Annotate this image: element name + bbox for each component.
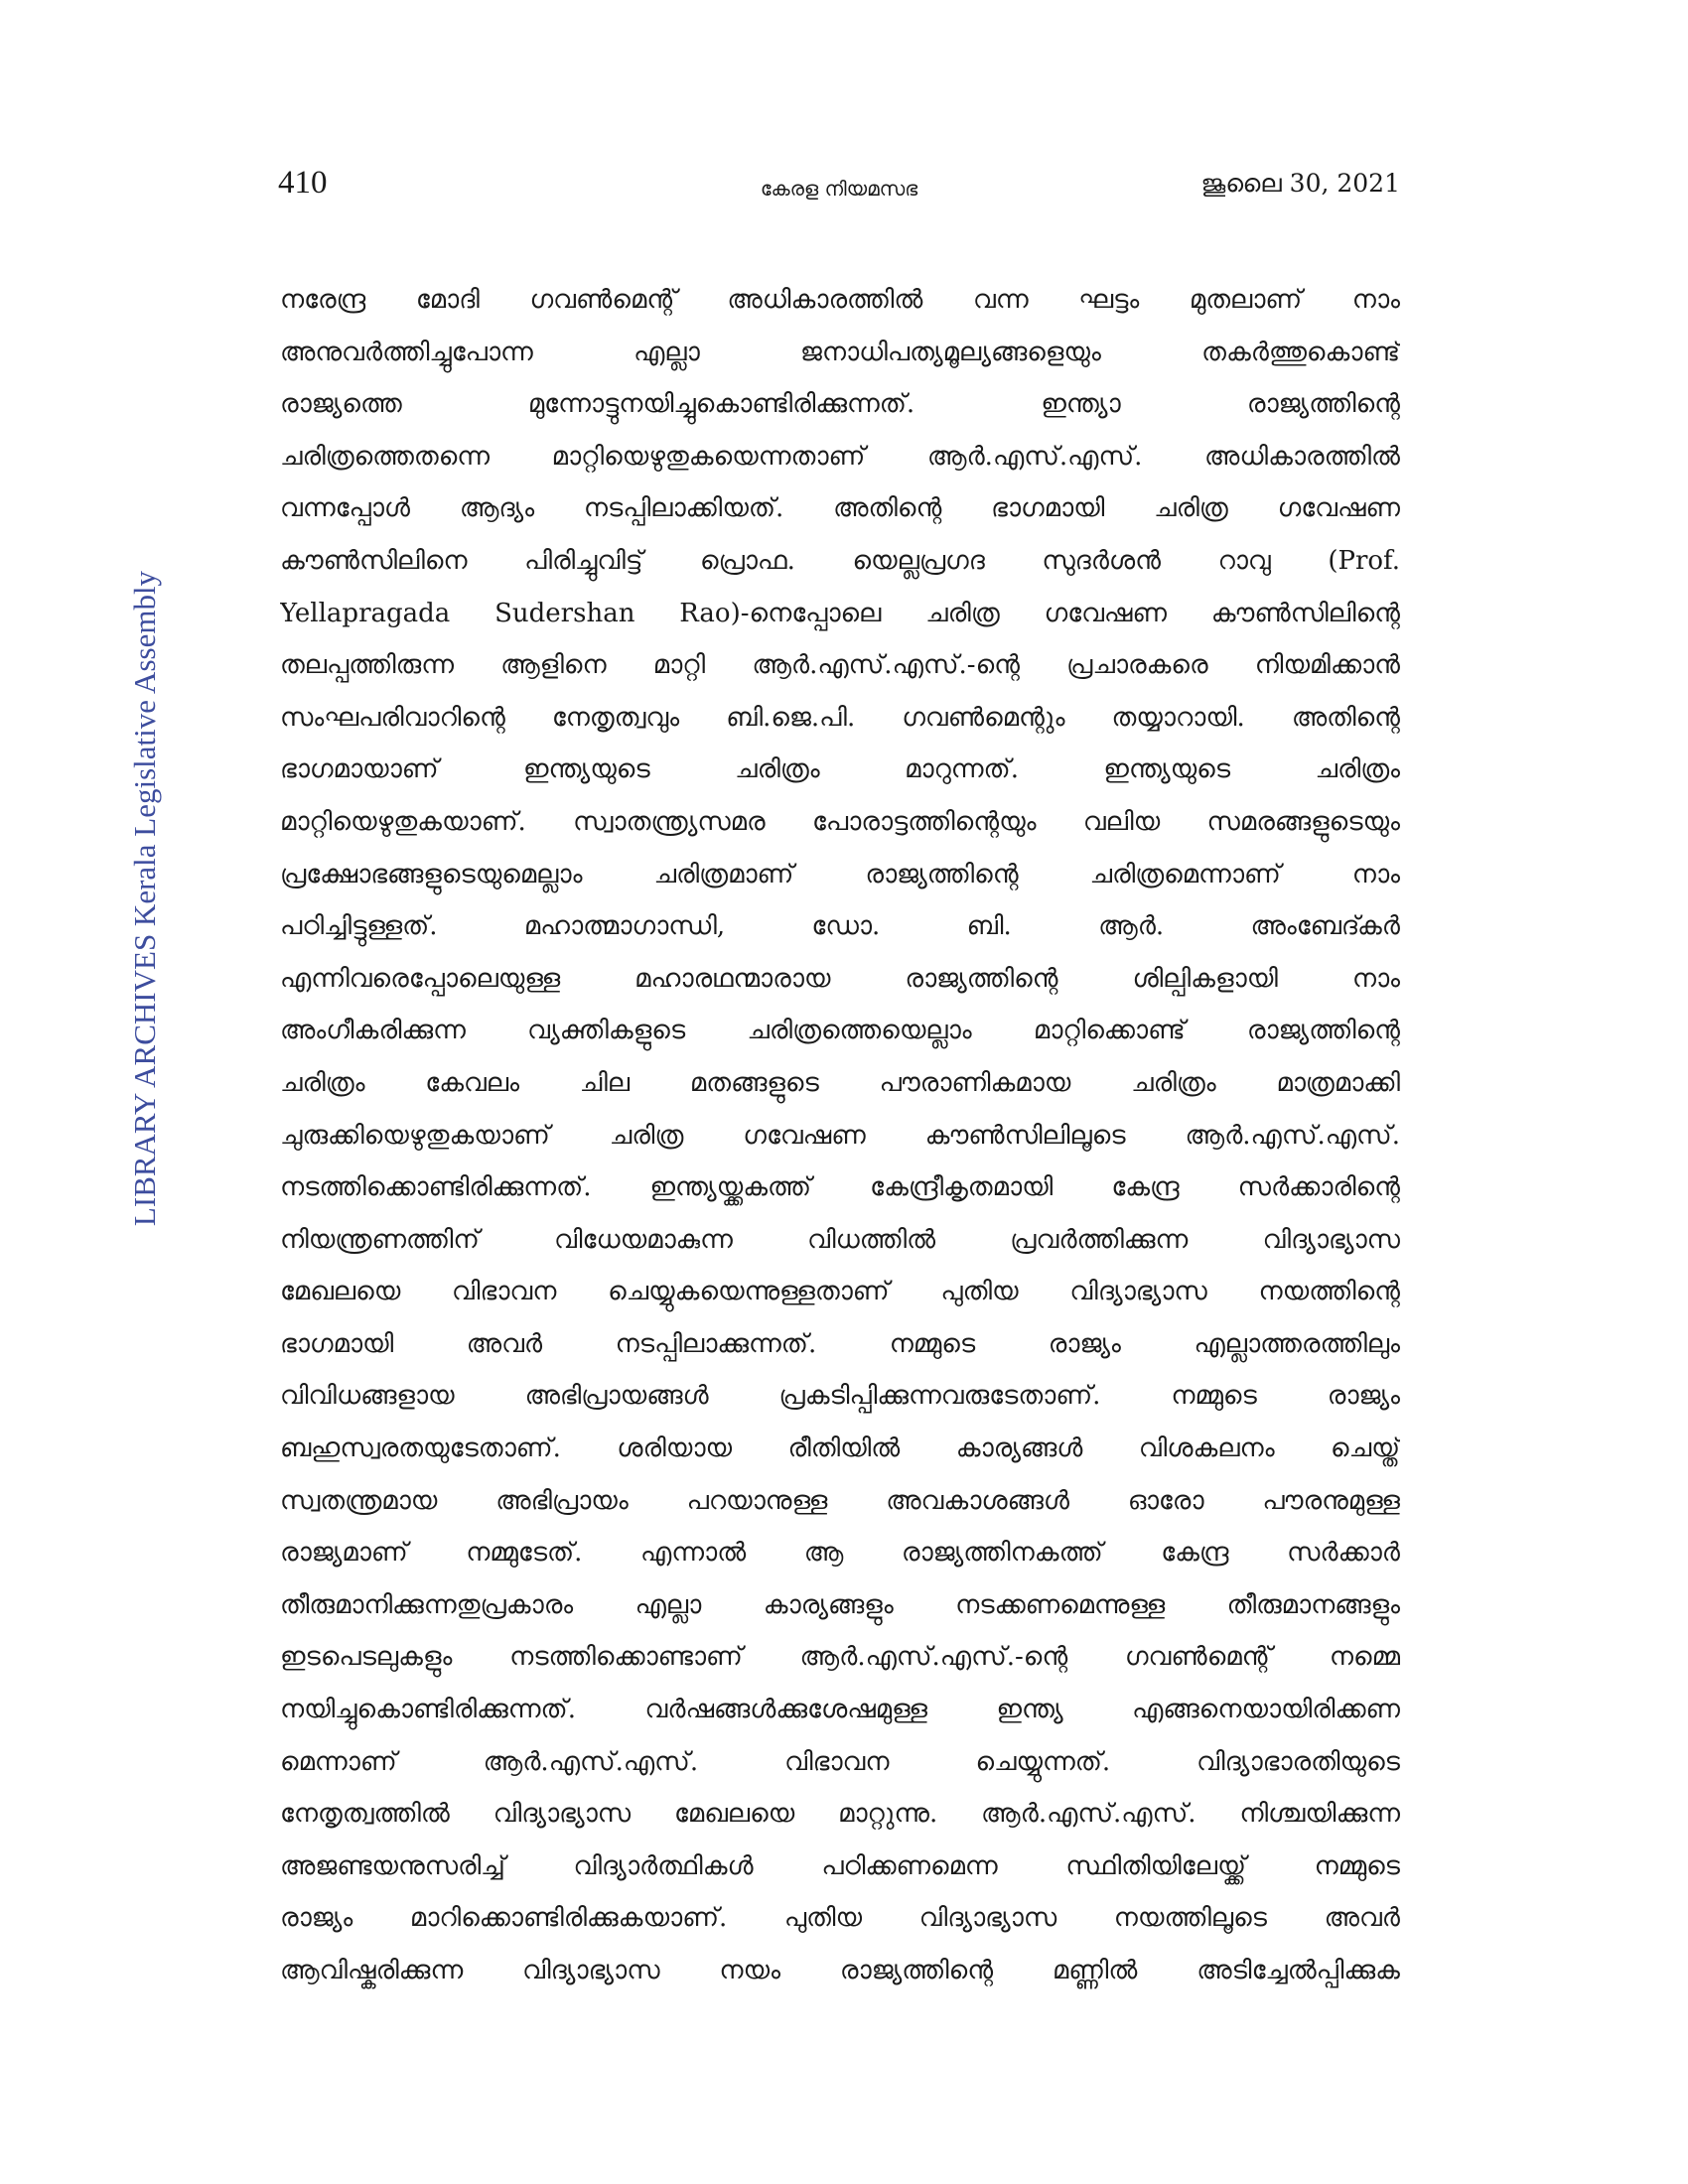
page-header bbox=[278, 165, 1400, 208]
speech-body bbox=[280, 274, 1400, 1997]
session-date: ജൂലൈ 30, 2021 bbox=[1200, 169, 1400, 198]
body-line: മെന്നാണ് ആർ.എസ്.എസ്. വിഭാവന ചെയ്യുന്നത്. വിദ്യാഭാരതിയുടെ bbox=[280, 1746, 1400, 1777]
body-line: അനുവർത്തിച്ചുപോന്ന എല്ലാ ജനാധിപത്യമൂല്യങ്ങളെയും തകർത്തുകൊണ്ട് bbox=[280, 337, 1400, 367]
body-line: നിയന്ത്രണത്തിന് വിധേയമാകുന്ന വിധത്തിൽ പ്രവർത്തിക്കുന്ന വിദ്യാഭ്യാസ bbox=[280, 1224, 1400, 1255]
body-line: ഭാഗമായാണ് ഇന്ത്യയുടെ ചരിത്രം മാറുന്നത്. ഇന്ത്യയുടെ ചരിത്രം bbox=[280, 754, 1400, 785]
body-line: ഇടപെടലുകളും നടത്തിക്കൊണ്ടാണ് ആർ.എസ്.എസ്.-ന്റെ ഗവൺമെന്റ് നമ്മെ bbox=[280, 1642, 1400, 1673]
body-line: എന്നിവരെപ്പോലെയുള്ള മഹാരഥന്മാരായ രാജ്യത്തിന്റെ ശില്പികളായി നാം bbox=[280, 963, 1400, 994]
body-line: രാജ്യത്തെ മുന്നോട്ടുനയിച്ചുകൊണ്ടിരിക്കുന്നത്. ഇന്ത്യാ രാജ്യത്തിന്റെ bbox=[280, 389, 1400, 420]
body-line: ചരിത്രത്തെതന്നെ മാറ്റിയെഴുതുകയെന്നതാണ് ആർ.എസ്.എസ്. അധികാരത്തിൽ bbox=[280, 441, 1400, 472]
body-line: വന്നപ്പോൾ ആദ്യം നടപ്പിലാക്കിയത്. അതിന്റെ ഭാഗമായി ചരിത്ര ഗവേഷണ bbox=[280, 493, 1400, 524]
body-line: സ്വതന്ത്രമായ അഭിപ്രായം പറയാനുള്ള അവകാശങ്ങൾ ഓരോ പൗരനുമുള്ള bbox=[280, 1485, 1400, 1516]
body-line: വിവിധങ്ങളായ അഭിപ്രായങ്ങൾ പ്രകടിപ്പിക്കുന്നവരുടേതാണ്. നമ്മുടെ രാജ്യം bbox=[280, 1381, 1400, 1412]
body-line: Yellapragada Sudershan Rao)-നെപ്പോലെ ചരിത്ര ഗവേഷണ കൗൺസിലിന്റെ bbox=[280, 598, 1400, 628]
body-line: ഭാഗമായി അവർ നടപ്പിലാക്കുന്നത്. നമ്മുടെ രാജ്യം എല്ലാത്തരത്തിലും bbox=[280, 1328, 1400, 1359]
page-number: 410 bbox=[278, 165, 328, 201]
body-line: നരേന്ദ്ര മോദി ഗവൺമെന്റ് അധികാരത്തിൽ വന്ന ഘട്ടം മുതലാണ് നാം bbox=[280, 285, 1400, 315]
body-line: അംഗീകരിക്കുന്ന വ്യക്തികളുടെ ചരിത്രത്തെയെല്ലാം മാറ്റിക്കൊണ്ട് രാജ്യത്തിന്റെ bbox=[280, 1016, 1400, 1046]
body-line: പഠിച്ചിട്ടുള്ളത്. മഹാത്മാഗാന്ധി, ഡോ. ബി. ആർ. അംബേദ്കർ bbox=[280, 911, 1400, 942]
body-line: നടത്തിക്കൊണ്ടിരിക്കുന്നത്. ഇന്ത്യയ്ക്കകത്ത് കേന്ദ്രീകൃതമായി കേന്ദ്ര സർക്കാരിന്റെ bbox=[280, 1172, 1400, 1203]
body-line: ബഹുസ്വരതയുടേതാണ്. ശരിയായ രീതിയിൽ കാര്യങ്ങൾ വിശകലനം ചെയ്ത് bbox=[280, 1433, 1400, 1464]
body-line: പ്രക്ഷോഭങ്ങളുടെയുമെല്ലാം ചരിത്രമാണ് രാജ്യത്തിന്റെ ചരിത്രമെന്നാണ് നാം bbox=[280, 859, 1400, 889]
body-line: ആവിഷ്കരിക്കുന്ന വിദ്യാഭ്യാസ നയം രാജ്യത്തിന്റെ മണ്ണിൽ അടിച്ചേൽപ്പിക്കുക bbox=[280, 1956, 1400, 1985]
body-line: ചുരുക്കിയെഴുതുകയാണ് ചരിത്ര ഗവേഷണ കൗൺസിലിലൂടെ ആർ.എസ്.എസ്. bbox=[280, 1120, 1400, 1151]
body-line: തീരുമാനിക്കുന്നതുപ്രകാരം എല്ലാ കാര്യങ്ങളും നടക്കണമെന്നുള്ള തീരുമാനങ്ങളും bbox=[280, 1589, 1400, 1620]
body-line: നയിച്ചുകൊണ്ടിരിക്കുന്നത്. വർഷങ്ങൾക്കുശേഷമുള്ള ഇന്ത്യ എങ്ങനെയായിരിക്കണ bbox=[280, 1695, 1400, 1725]
body-line: കൗൺസിലിനെ പിരിച്ചുവിട്ട് പ്രൊഫ. യെല്ലപ്രഗദ സുദർശൻ റാവു (Prof. bbox=[280, 545, 1400, 576]
watermark-text: LIBRARY ARCHIVES Kerala Legislative Assembly bbox=[127, 570, 162, 1227]
body-line: രാജ്യം മാറിക്കൊണ്ടിരിക്കുകയാണ്. പുതിയ വിദ്യാഭ്യാസ നയത്തിലൂടെ അവർ bbox=[280, 1903, 1400, 1934]
body-line: രാജ്യമാണ് നമ്മുടേത്. എന്നാൽ ആ രാജ്യത്തിനകത്ത് കേന്ദ്ര സർക്കാർ bbox=[280, 1538, 1400, 1569]
body-line: നേതൃത്വത്തിൽ വിദ്യാഭ്യാസ മേഖലയെ മാറ്റുന്നു. ആർ.എസ്.എസ്. നിശ്ചയിക്കുന്ന bbox=[280, 1799, 1400, 1830]
body-line: ചരിത്രം കേവലം ചില മതങ്ങളുടെ പൗരാണികമായ ചരിത്രം മാത്രമാക്കി bbox=[280, 1067, 1400, 1098]
body-line: മാറ്റിയെഴുതുകയാണ്. സ്വാതന്ത്ര്യസമര പോരാട്ടത്തിന്റെയും വലിയ സമരങ്ങളുടെയും bbox=[280, 806, 1400, 837]
body-line: സംഘപരിവാറിന്റെ നേതൃത്വവും ബി.ജെ.പി. ഗവൺമെന്റും തയ്യാറായി. അതിന്റെ bbox=[280, 702, 1400, 733]
body-line: മേഖലയെ വിഭാവന ചെയ്യുകയെന്നുള്ളതാണ് പുതിയ വിദ്യാഭ്യാസ നയത്തിന്റെ bbox=[280, 1277, 1400, 1307]
assembly-title: കേരള നിയമസഭ bbox=[760, 177, 918, 201]
body-line: അജണ്ടയനുസരിച്ച് വിദ്യാർത്ഥികൾ പഠിക്കണമെന്ന സ്ഥിതിയിലേയ്ക്ക് നമ്മുടെ bbox=[280, 1850, 1400, 1881]
body-line: തലപ്പത്തിരുന്ന ആളിനെ മാറ്റി ആർ.എസ്.എസ്.-ന്റെ പ്രചാരകരെ നിയമിക്കാൻ bbox=[280, 650, 1400, 681]
